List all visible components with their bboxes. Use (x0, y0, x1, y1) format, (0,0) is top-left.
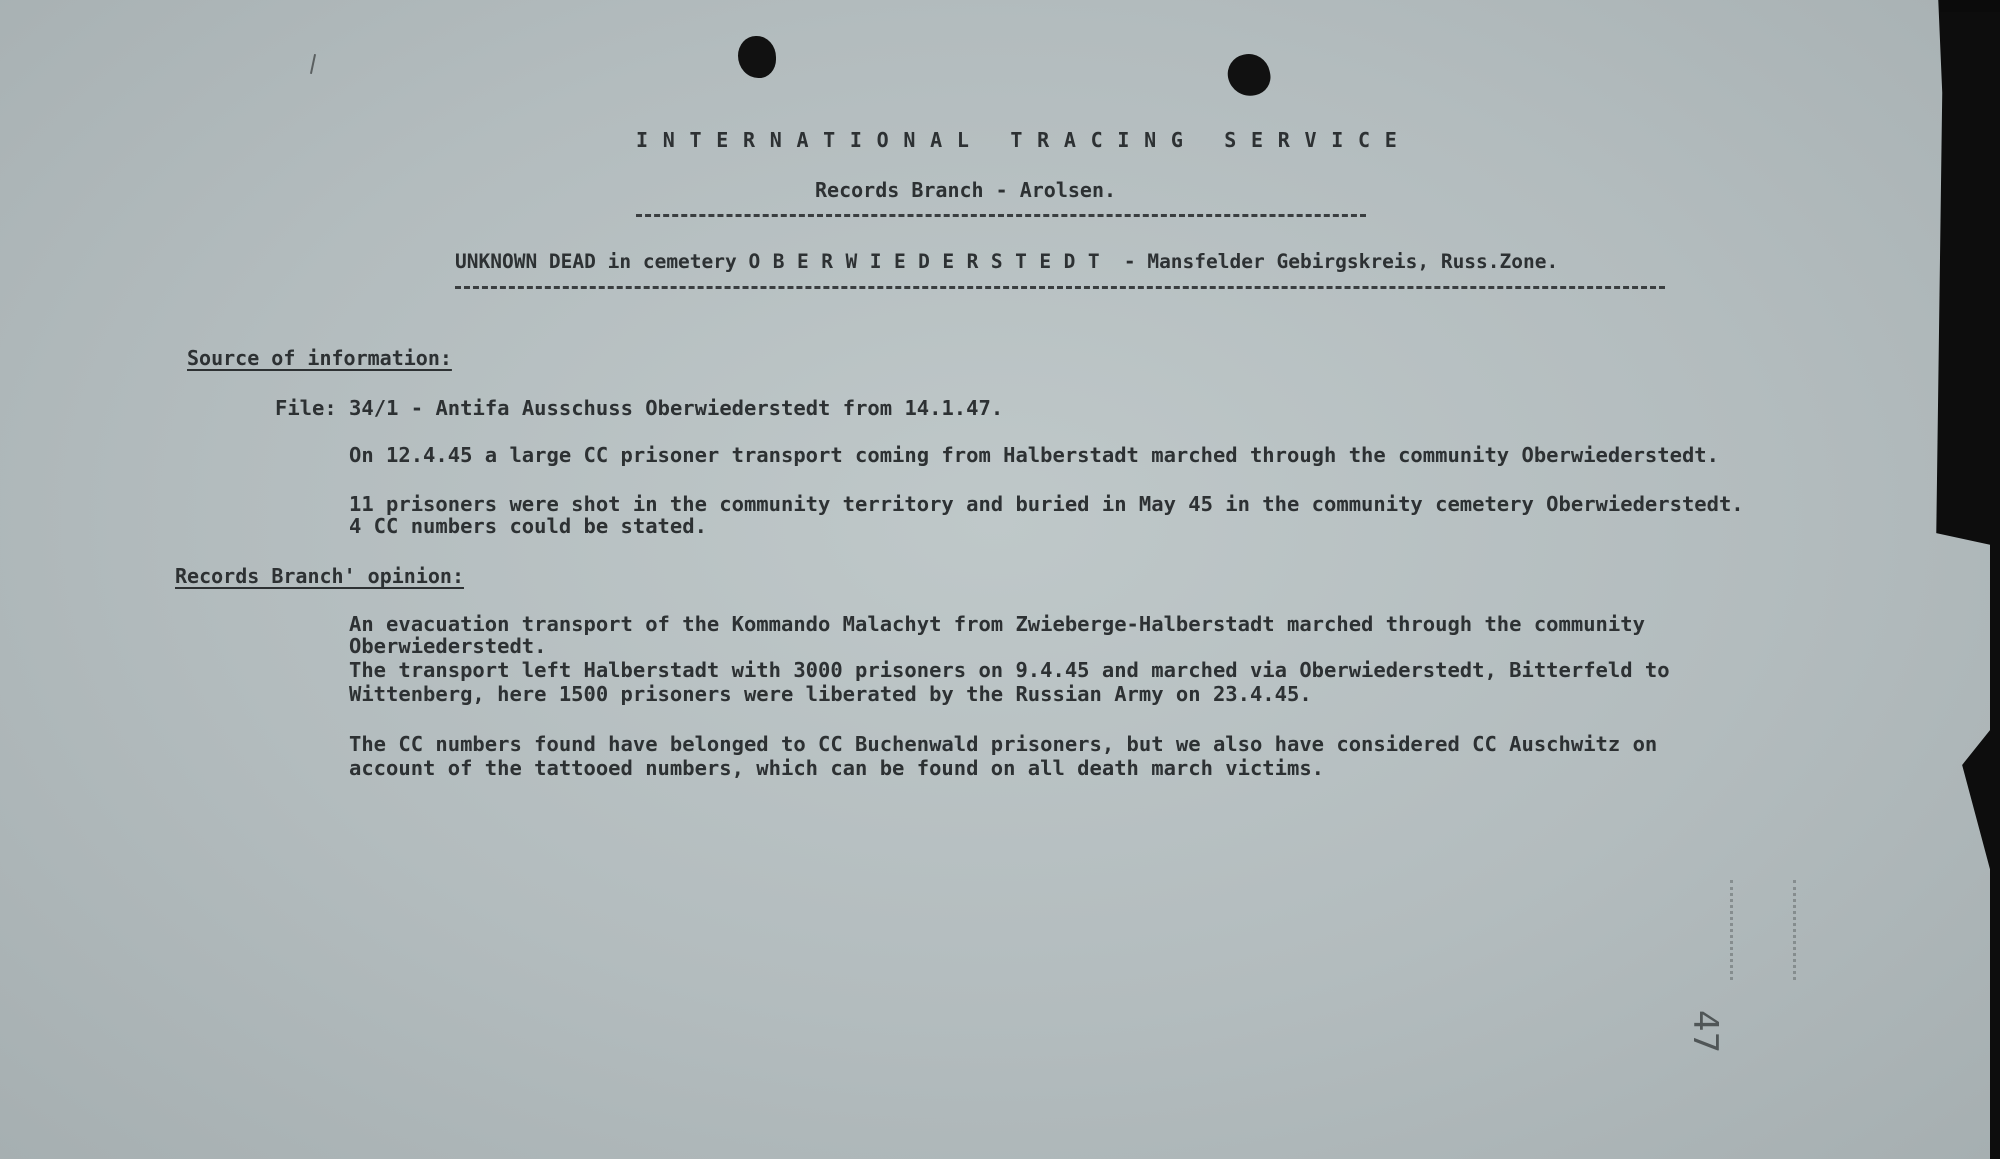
heading-place: OBERWIEDERSTEDT (748, 250, 1113, 273)
stamp-perforation (1730, 880, 1796, 980)
source-paragraph-1: On 12.4.45 a large CC prisoner transport coming from Halberstadt marched through the community Oberwiederstedt. (349, 443, 1719, 467)
opinion-paragraph-1-line-1: An evacuation transport of the Kommando Malachyt from Zwieberge-Halberstadt marched through the community (349, 612, 1645, 636)
source-section-label: Source of information: (187, 346, 452, 370)
opinion-section-label: Records Branch' opinion: (175, 564, 464, 588)
document-heading (455, 250, 1558, 274)
heading-rule (455, 286, 1665, 289)
opinion-paragraph-1-line-4: Wittenberg, here 1500 prisoners were liberated by the Russian Army on 23.4.45. (349, 682, 1312, 706)
source-paragraph-2-line-2: 4 CC numbers could be stated. (349, 514, 707, 538)
heading-suffix: - Mansfelder Gebirgskreis, Russ.Zone. (1112, 250, 1559, 273)
source-file-reference: File: 34/1 - Antifa Ausschuss Oberwiederstedt from 14.1.47. (275, 396, 1004, 420)
opinion-paragraph-1-line-3: The transport left Halberstadt with 3000 prisoners on 9.4.45 and marched via Oberwiederstedt, Bitterfeld to (349, 658, 1670, 682)
organization-title: INTERNATIONAL TRACING SERVICE (636, 128, 1412, 152)
page-number-stamp: 47 (1685, 1010, 1725, 1054)
heading-prefix: UNKNOWN DEAD in cemetery (455, 250, 749, 273)
opinion-paragraph-2-line-2: account of the tattooed numbers, which can be found on all death march victims. (349, 756, 1325, 780)
branch-subtitle: Records Branch - Arolsen. (815, 178, 1117, 202)
source-paragraph-2-line-1: 11 prisoners were shot in the community territory and buried in May 45 in the community cemetery Oberwiederstedt. (349, 492, 1744, 516)
opinion-paragraph-2-line-1: The CC numbers found have belonged to CC Buchenwald prisoners, but we also have considered CC Auschwitz on (349, 732, 1658, 756)
title-rule (636, 214, 1366, 217)
opinion-paragraph-1-line-2: Oberwiederstedt. (349, 634, 547, 658)
